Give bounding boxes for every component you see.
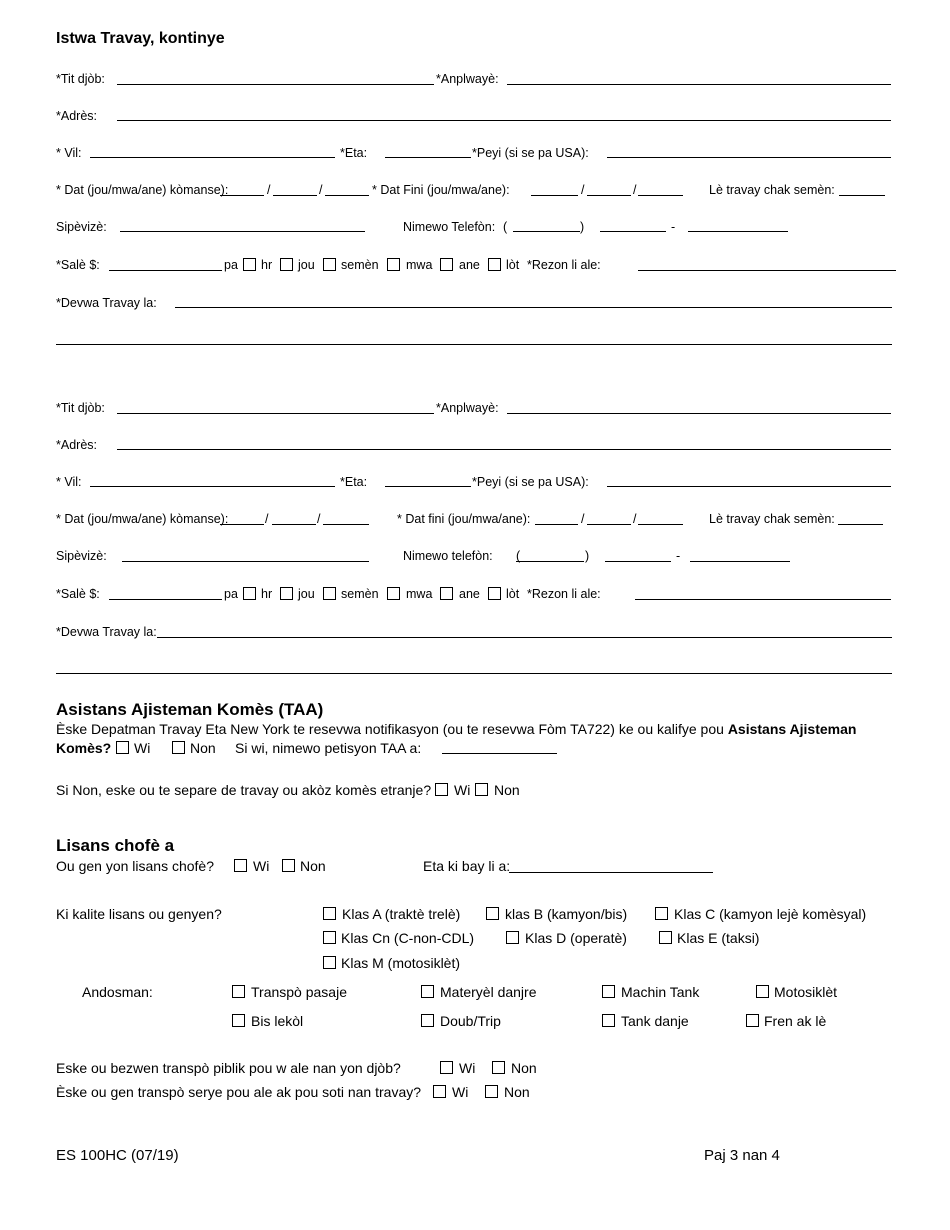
phone-prefix-field[interactable]: [605, 561, 671, 562]
salary-field[interactable]: [109, 270, 222, 271]
license-no-checkbox[interactable]: [282, 859, 295, 872]
taa-no-label: Non: [190, 740, 216, 756]
taa-question: [56, 721, 856, 737]
duties-field-line-2[interactable]: [56, 673, 892, 674]
duties-label: *Devwa Travay la:: [56, 625, 157, 639]
end-year-field[interactable]: [638, 524, 683, 525]
end-date-label: * Dat Fini (jou/mwa/ane):: [372, 183, 510, 197]
endorsement-hazmat-label: Materyèl danjre: [440, 984, 537, 1000]
phone-dash: -: [671, 220, 676, 234]
class-a-checkbox[interactable]: [323, 907, 336, 920]
end-day-field[interactable]: [535, 524, 578, 525]
state-field[interactable]: [385, 486, 471, 487]
class-b-label: klas B (kamyon/bis): [505, 906, 628, 922]
pay-day-label: jou: [298, 258, 315, 272]
section-title: Istwa Travay, kontinye: [56, 30, 225, 47]
pay-hr-label: hr: [261, 258, 273, 272]
country-label: *Peyi (si se pa USA):: [472, 146, 589, 160]
salary-field[interactable]: [109, 599, 222, 600]
endorsement-schoolbus-checkbox[interactable]: [232, 1014, 245, 1027]
endorsement-doubletriple-label: Doub/Trip: [440, 1013, 501, 1029]
date-separator: /: [317, 512, 321, 526]
taa-no-checkbox[interactable]: [172, 741, 185, 754]
state-field[interactable]: [385, 157, 471, 158]
start-date-label: * Dat (jou/mwa/ane) kòmanse):: [56, 183, 229, 197]
class-cn-checkbox[interactable]: [323, 931, 336, 944]
public-transport-no-label: Non: [511, 1060, 537, 1076]
phone-paren: (: [503, 220, 508, 234]
phone-area-field[interactable]: [513, 231, 580, 232]
date-separator: /: [581, 183, 585, 197]
end-year-field[interactable]: [638, 195, 683, 196]
page-number: Paj 3 nan 4: [704, 1147, 780, 1164]
license-title: Lisans chofè a: [56, 836, 175, 855]
hours-week-field[interactable]: [838, 524, 883, 525]
per-label: pa: [224, 258, 238, 272]
start-year-field[interactable]: [323, 524, 369, 525]
salary-label: *Salè $:: [56, 587, 100, 601]
endorsement-airbrakes-checkbox[interactable]: [746, 1014, 759, 1027]
date-separator: /: [581, 512, 585, 526]
hours-week-label: Lè travay chak semèn:: [709, 512, 835, 526]
date-separator: /: [633, 183, 637, 197]
pay-year-label: ane: [459, 587, 480, 601]
pay-other-checkbox[interactable]: [488, 258, 501, 271]
employer-label: *Anplwayè:: [436, 72, 499, 86]
pay-year-checkbox[interactable]: [440, 258, 453, 271]
reason-field[interactable]: [635, 599, 891, 600]
end-day-field[interactable]: [531, 195, 578, 196]
salary-label: *Salè $:: [56, 258, 100, 272]
taa-petition-field[interactable]: [442, 753, 557, 754]
phone-label: Nimewo telefòn:: [403, 549, 493, 563]
taa-question-cont: [56, 740, 111, 756]
class-m-checkbox[interactable]: [323, 956, 336, 969]
date-separator: /: [633, 512, 637, 526]
public-transport-yes-label: Wi: [459, 1060, 476, 1076]
pay-week-checkbox[interactable]: [323, 587, 336, 600]
endorsement-tankhazmat-checkbox[interactable]: [602, 1014, 615, 1027]
date-separator: /: [319, 183, 323, 197]
has-license-question: Ou gen yon lisans chofè?: [56, 858, 214, 874]
employer-field[interactable]: [507, 413, 891, 414]
pay-other-label: lòt: [506, 587, 520, 601]
job-title-label: *Tit djòb:: [56, 72, 105, 86]
endorsement-motorcycle-label: Motosiklèt: [774, 984, 838, 1000]
endorsement-tankhazmat-label: Tank danje: [621, 1013, 689, 1029]
phone-dash: -: [676, 549, 681, 563]
phone-paren: (: [516, 549, 521, 563]
taa-petition-label: Si wi, nimewo petisyon TAA a:: [235, 740, 422, 756]
state-label: *Eta:: [340, 475, 368, 489]
reliable-transport-no-label: Non: [504, 1084, 530, 1100]
license-no-label: Non: [300, 858, 326, 874]
issuing-state-label: Eta ki bay li a:: [423, 858, 511, 874]
pay-year-label: ane: [459, 258, 480, 272]
class-c-label: Klas C (kamyon lejè komèsyal): [674, 906, 867, 922]
city-label: * Vil:: [56, 146, 82, 160]
duties-field[interactable]: [157, 637, 892, 638]
class-e-checkbox[interactable]: [659, 931, 672, 944]
pay-other-label: lòt: [506, 258, 520, 272]
reason-field[interactable]: [638, 270, 896, 271]
address-label: *Adrès:: [56, 438, 97, 452]
endorsement-tank-checkbox[interactable]: [602, 985, 615, 998]
pay-week-label: semèn: [341, 587, 379, 601]
country-field[interactable]: [607, 486, 891, 487]
duties-field-line-2[interactable]: [56, 344, 892, 345]
country-label: *Peyi (si se pa USA):: [472, 475, 589, 489]
pay-other-checkbox[interactable]: [488, 587, 501, 600]
start-month-field[interactable]: [272, 524, 316, 525]
endorsement-airbrakes-label: Fren ak lè: [764, 1013, 827, 1029]
city-field[interactable]: [90, 157, 335, 158]
class-b-checkbox[interactable]: [486, 907, 499, 920]
phone-prefix-field[interactable]: [600, 231, 666, 232]
pay-hr-label: hr: [261, 587, 273, 601]
pay-hr-checkbox[interactable]: [243, 587, 256, 600]
pay-day-label: jou: [298, 587, 315, 601]
license-yes-checkbox[interactable]: [234, 859, 247, 872]
supervisor-label: Sipèvizè:: [56, 220, 107, 234]
address-field[interactable]: [117, 120, 891, 121]
pay-day-checkbox[interactable]: [280, 587, 293, 600]
start-month-field[interactable]: [273, 195, 317, 196]
pay-month-checkbox[interactable]: [387, 258, 400, 271]
start-year-field[interactable]: [325, 195, 369, 196]
phone-area-field[interactable]: [516, 561, 584, 562]
taa-yes-checkbox[interactable]: [116, 741, 129, 754]
class-a-label: Klas A (traktè trelè): [342, 906, 461, 922]
date-separator: /: [267, 183, 271, 197]
reason-label: *Rezon li ale:: [527, 587, 601, 601]
endorsement-passenger-label: Transpò pasaje: [251, 984, 347, 1000]
duties-field[interactable]: [175, 307, 892, 308]
reliable-transport-no-checkbox[interactable]: [485, 1085, 498, 1098]
employer-label: *Anplwayè:: [436, 401, 499, 415]
reason-label: *Rezon li ale:: [527, 258, 601, 272]
class-c-checkbox[interactable]: [655, 907, 668, 920]
endorsement-motorcycle-checkbox[interactable]: [756, 985, 769, 998]
class-d-checkbox[interactable]: [506, 931, 519, 944]
phone-paren: ): [585, 549, 590, 563]
country-field[interactable]: [607, 157, 891, 158]
form-id: ES 100HC (07/19): [56, 1147, 179, 1164]
city-field[interactable]: [90, 486, 335, 487]
supervisor-field[interactable]: [120, 231, 365, 232]
phone-line-field[interactable]: [690, 561, 790, 562]
job-title-label: *Tit djòb:: [56, 401, 105, 415]
supervisor-field[interactable]: [122, 561, 369, 562]
public-transport-yes-checkbox[interactable]: [440, 1061, 453, 1074]
taa-title: Asistans Ajisteman Komès (TAA): [56, 700, 324, 719]
end-month-field[interactable]: [587, 195, 631, 196]
public-transport-no-checkbox[interactable]: [492, 1061, 505, 1074]
endorsement-passenger-checkbox[interactable]: [232, 985, 245, 998]
separated-yes-label: Wi: [454, 782, 471, 798]
taa-question-bold: Komès?: [56, 740, 112, 756]
endorsement-doubletriple-checkbox[interactable]: [421, 1014, 434, 1027]
class-m-label: Klas M (motosiklèt): [341, 955, 461, 971]
hours-week-field[interactable]: [839, 195, 885, 196]
state-label: *Eta:: [340, 146, 368, 160]
issuing-state-field[interactable]: [509, 872, 713, 873]
separated-no-label: Non: [494, 782, 520, 798]
taa-question-bold: Asistans Ajisteman: [727, 721, 857, 737]
start-day-field[interactable]: [220, 195, 264, 196]
phone-line-field[interactable]: [688, 231, 788, 232]
endorsement-hazmat-checkbox[interactable]: [421, 985, 434, 998]
endorsement-tank-label: Machin Tank: [621, 984, 700, 1000]
job-title-field[interactable]: [117, 413, 434, 414]
taa-yes-label: Wi: [134, 740, 151, 756]
pay-year-checkbox[interactable]: [440, 587, 453, 600]
date-separator: /: [265, 512, 269, 526]
start-date-label: * Dat (jou/mwa/ane) kòmanse):: [56, 512, 229, 526]
pay-hr-checkbox[interactable]: [243, 258, 256, 271]
hours-week-label: Lè travay chak semèn:: [709, 183, 835, 197]
supervisor-label: Sipèvizè:: [56, 549, 107, 563]
reliable-transport-yes-label: Wi: [452, 1084, 469, 1100]
endorsement-schoolbus-label: Bis lekòl: [251, 1013, 304, 1029]
duties-label: *Devwa Travay la:: [56, 296, 157, 310]
job-title-field[interactable]: [117, 84, 434, 85]
end-month-field[interactable]: [587, 524, 631, 525]
reliable-transport-yes-checkbox[interactable]: [433, 1085, 446, 1098]
pay-month-label: mwa: [406, 587, 433, 601]
city-label: * Vil:: [56, 475, 82, 489]
taa-separated-question: Si Non, eske ou te separe de travay ou akòz komès etranje?: [56, 782, 432, 798]
phone-label: Nimewo Telefòn:: [403, 220, 496, 234]
per-label: pa: [224, 587, 238, 601]
license-yes-label: Wi: [253, 858, 270, 874]
employer-field[interactable]: [507, 84, 891, 85]
endorsements-label: Andosman:: [82, 984, 153, 1000]
class-d-label: Klas D (operatè): [525, 930, 627, 946]
address-field[interactable]: [117, 449, 891, 450]
class-cn-label: Klas Cn (C-non-CDL): [341, 930, 475, 946]
reliable-transport-question: Èske ou gen transpò serye pou ale ak pou soti nan travay?: [56, 1084, 422, 1100]
pay-week-label: semèn: [341, 258, 379, 272]
start-day-field[interactable]: [220, 524, 264, 525]
phone-paren: ): [580, 220, 585, 234]
separated-yes-checkbox[interactable]: [435, 783, 448, 796]
pay-month-label: mwa: [406, 258, 433, 272]
end-date-label: * Dat fini (jou/mwa/ane):: [397, 512, 531, 526]
class-e-label: Klas E (taksi): [677, 930, 760, 946]
license-type-question: Ki kalite lisans ou genyen?: [56, 906, 222, 922]
separated-no-checkbox[interactable]: [475, 783, 488, 796]
pay-day-checkbox[interactable]: [280, 258, 293, 271]
pay-week-checkbox[interactable]: [323, 258, 336, 271]
public-transport-question: Eske ou bezwen transpò piblik pou w ale nan yon djòb?: [56, 1060, 401, 1076]
taa-question-text: Èske Depatman Travay Eta New York te resevwa notifikasyon (ou te resevwa Fòm TA722) ke ou kalifye pou: [56, 721, 728, 737]
address-label: *Adrès:: [56, 109, 97, 123]
pay-month-checkbox[interactable]: [387, 587, 400, 600]
